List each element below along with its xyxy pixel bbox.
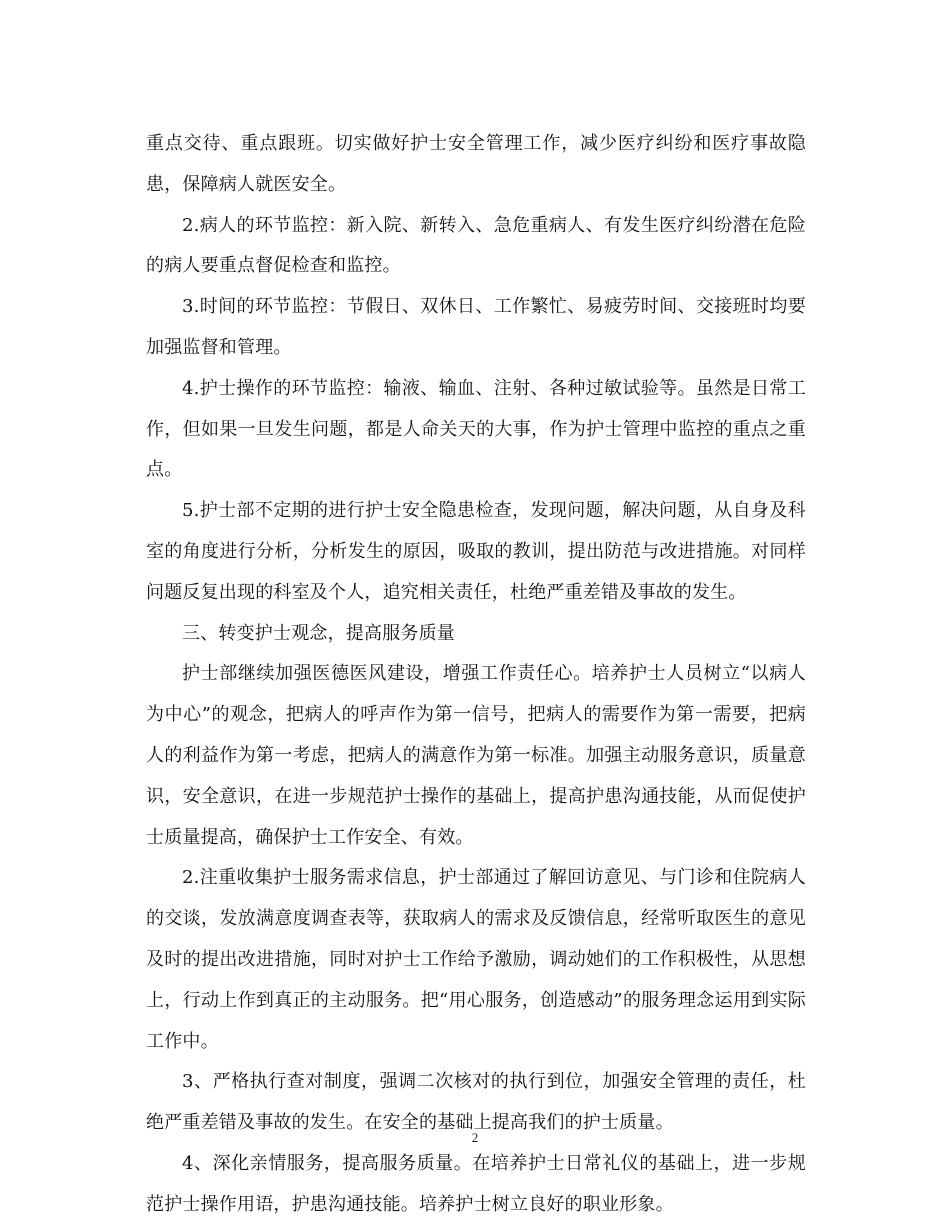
section-heading: 三、转变护士观念，提高服务质量 xyxy=(182,622,455,644)
paragraph-3: 3.时间的环节监控：节假日、双休日、工作繁忙、易疲劳时间、交接班时均要加强监督和管理。 xyxy=(146,296,806,358)
paragraph-7: 护士部继续加强医德医风建设，增强工作责任心。培养护士人员树立“以病人为中心”的观念，把病人的呼声作为第一信号，把病人的需要作为第一需要，把病人的利益作为第一考虑，把病人的满意作为第一标准。加强主动服务意识，质量意识，安全意识，在进一步规范护士操作的基础上，提高护患沟通技能，从而促使护士质量提高，确保护士工作安全、有效。 xyxy=(146,663,806,848)
paragraph-1: 重点交待、重点跟班。切实做好护士安全管理工作，减少医疗纠纷和医疗事故隐患，保障病人就医安全。 xyxy=(146,133,806,195)
paragraph-9: 3、严格执行查对制度，强调二次核对的执行到位，加强安全管理的责任，杜绝严重差错及事故的发生。在安全的基础上提高我们的护士质量。 xyxy=(146,1071,806,1134)
paragraph-10: 4、深化亲情服务，提高服务质量。在培养护士日常礼仪的基础上，进一步规范护士操作用语，护患沟通技能。培养护士树立良好的职业形象。 xyxy=(146,1152,806,1215)
paragraph-2: 2.病人的环节监控：新入院、新转入、急危重病人、有发生医疗纠纷潜在危险的病人要重点督促检查和监控。 xyxy=(146,214,806,277)
document-body xyxy=(146,124,806,1226)
paragraph-8: 2.注重收集护士服务需求信息，护士部通过了解回访意见、与门诊和住院病人的交谈，发放满意度调查表等，获取病人的需求及反馈信息，经常听取医生的意见及时的提出改进措施，同时对护士工作给予激励，调动她们的工作积极性，从思想上，行动上作到真正的主动服务。把“用心服务，创造感动”的服务理念运用到实际工作中。 xyxy=(146,867,806,1052)
page-number: 2 xyxy=(471,1130,479,1145)
paragraph-4: 4.护士操作的环节监控：输液、输血、注射、各种过敏试验等。虽然是日常工作，但如果一旦发生问题，都是人命关天的大事，作为护士管理中监控的重点之重点。 xyxy=(146,377,806,481)
paragraph-5: 5.护士部不定期的进行护士安全隐患检查，发现问题，解决问题，从自身及科室的角度进行分析，分析发生的原因，吸取的教训，提出防范与改进措施。对同样问题反复出现的科室及个人，追究相关责任，杜绝严重差错及事故的发生。 xyxy=(146,500,806,603)
